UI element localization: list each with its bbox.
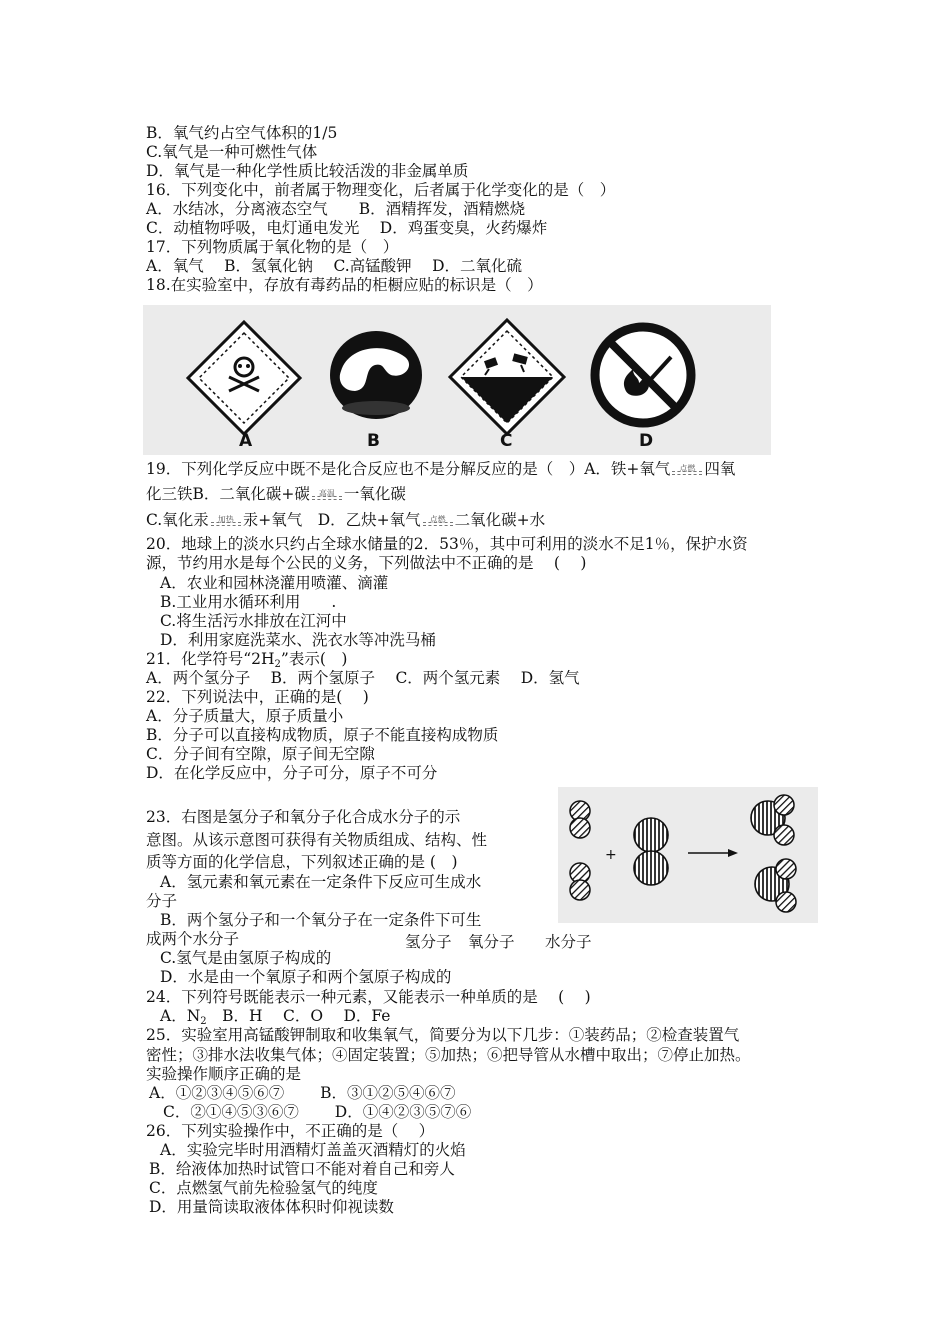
- q23-option-d: D．水是由一个氧原子和两个氢原子构成的: [160, 968, 452, 986]
- toxic-sign-icon: [188, 322, 300, 434]
- caption-water-molecule: 水分子: [545, 933, 592, 951]
- q18-label-b: B: [367, 431, 380, 451]
- q20-option-d: D．利用家庭洗菜水、洗衣水等冲洗马桶: [160, 631, 436, 649]
- q25-options-ab: A．①②③④⑤⑥⑦ B．③①②⑤④⑥⑦: [149, 1084, 456, 1102]
- q15-option-d: D．氧气是一种化学性质比较活泼的非金属单质: [146, 162, 469, 180]
- heat-condition-sign: [209, 511, 243, 530]
- q22-option-c: C．分子间有空隙，原子间无空隙: [146, 745, 375, 763]
- q19-line-3: [146, 511, 545, 530]
- q19-option-c-products: 汞+氧气 D．乙炔+氧气: [242, 511, 421, 529]
- q26-option-a: A．实验完毕时用酒精灯盖盖灭酒精灯的火焰: [160, 1141, 466, 1159]
- high-temp-condition-sign: [310, 485, 344, 504]
- q17-stem: 17．下列物质属于氧化物的是（ ）: [146, 238, 399, 256]
- q19-option-b: 化三铁B．二氧化碳+碳: [146, 485, 310, 503]
- q22-option-a: A．分子质量大，原子质量小: [146, 707, 344, 725]
- q25-stem-1: 25．实验室用高锰酸钾制取和收集氧气，简要分为以下几步：①装药品；②检查装置气: [146, 1026, 740, 1044]
- water-molecule-2-icon: [755, 859, 796, 912]
- q22-option-d: D．在化学反应中，分子可分，原子不可分: [146, 764, 438, 782]
- q20-stem-2: 源，节约用水是每个公民的义务，下列做法中不正确的是 ( ): [146, 554, 587, 572]
- q23-option-a-cont: 分子: [146, 892, 178, 910]
- q18-label-c: C: [500, 431, 513, 451]
- q23-option-b-cont: 成两个水分子: [146, 930, 240, 948]
- q24-stem: 24．下列符号既能表示一种元素，又能表示一种单质的是 ( ): [146, 988, 591, 1006]
- q23-option-b: B．两个氢分子和一个氧分子在一定条件下可生: [160, 911, 482, 929]
- q25-options-cd: C．②①④⑤③⑥⑦ D．①④②③⑤⑦⑥: [163, 1103, 472, 1121]
- q21-subscript: 2: [274, 659, 281, 670]
- q23-stem-1: 23．右图是氢分子和氧分子化合成水分子的示: [146, 808, 461, 826]
- condition-label: 点燃: [429, 515, 446, 524]
- no-fire-sign-icon: [595, 327, 691, 423]
- plus-sign: +: [605, 847, 617, 863]
- q26-stem: 26．下列实验操作中，不正确的是（ ）: [146, 1122, 435, 1140]
- q20-option-b: B.工业用水循环利用 .: [160, 593, 337, 611]
- hazard-signs-svg: [143, 305, 771, 455]
- ignite-condition-sign: [670, 460, 704, 479]
- q19-option-c: C.氧化汞: [146, 511, 209, 529]
- q21-stem-post: ”表示( ): [280, 650, 348, 668]
- q18-stem: 18.在实验室中，存放有毒药品的柜橱应贴的标识是（ ）: [146, 276, 543, 294]
- corrosive-diamond-sign-icon: [450, 320, 564, 434]
- q16-stem: 16．下列变化中，前者属于物理变化，后者属于化学变化的是（ ）: [146, 181, 616, 199]
- q23-stem-3: 质等方面的化学信息，下列叙述正确的是 ( ): [146, 853, 458, 871]
- q18-label-a: A: [239, 431, 253, 451]
- q25-stem-3: 实验操作顺序正确的是: [146, 1065, 302, 1083]
- caption-hydrogen-molecule: 氢分子: [405, 933, 452, 951]
- corrosive-circle-sign-icon: [330, 331, 422, 419]
- q21-options: A．两个氢分子 B．两个氢原子 C．两个氢元素 D．氢气: [146, 669, 580, 687]
- molecule-diagram-svg: [558, 787, 818, 923]
- q24-options-rest: B．H C．O D．Fe: [206, 1007, 391, 1025]
- ignite-condition-sign: [421, 511, 455, 530]
- q26-option-b: B．给液体加热时试管口不能对着自己和旁人: [149, 1160, 455, 1178]
- q25-stem-2: 密性；③排水法收集气体；④固定装置；⑤加热；⑥把导管从水槽中取出；⑦停止加热。: [146, 1046, 751, 1064]
- q19-line-2: [146, 485, 406, 504]
- condition-label: 高温: [318, 489, 335, 498]
- caption-oxygen-molecule: 氧分子: [468, 933, 515, 951]
- water-molecule-1-icon: [751, 795, 794, 845]
- q19-line-1: [146, 460, 735, 479]
- oxygen-molecule-icon: [634, 818, 668, 885]
- condition-label: 加热: [217, 515, 234, 524]
- reaction-arrow-icon: [688, 849, 738, 857]
- condition-label: 点燃: [679, 464, 696, 473]
- q23-stem-2: 意图。从该示意图可获得有关物质组成、结构、性: [146, 831, 488, 849]
- q22-option-b: B．分子可以直接构成物质，原子不能直接构成物质: [146, 726, 499, 744]
- q20-option-c: C.将生活污水排放在江河中: [160, 612, 347, 630]
- q15-option-c: C.氧气是一种可燃性气体: [146, 143, 318, 161]
- q16-options-cd: C．动植物呼吸，电灯通电发光 D．鸡蛋变臭，火药爆炸: [146, 219, 548, 237]
- q19-option-d-products: 二氧化碳+水: [454, 511, 546, 529]
- q22-stem: 22．下列说法中，正确的是( ): [146, 688, 369, 706]
- hydrogen-molecule-1-icon: [570, 801, 590, 838]
- q21-stem-pre: 21．化学符号“2H: [146, 650, 275, 668]
- q20-option-a: A．农业和园林浇灌用喷灌、滴灌: [160, 574, 389, 592]
- q16-options-ab: A．水结冰，分离液态空气 B．酒精挥发，酒精燃烧: [146, 200, 526, 218]
- q19-product-a: 四氧: [704, 460, 736, 478]
- q24-option-a: A．N: [160, 1007, 201, 1025]
- q23-option-a: A．氢元素和氧元素在一定条件下反应可生成水: [160, 873, 482, 891]
- q20-stem-1: 20．地球上的淡水只约占全球水储量的2．53％，其中可利用的淡水不足1％，保护水资: [146, 535, 748, 553]
- q18-hazard-signs-figure: [143, 305, 771, 455]
- q23-molecule-figure: [558, 787, 818, 923]
- q26-option-d: D．用量筒读取液体体积时仰视读数: [149, 1198, 394, 1216]
- q17-options: A．氧气 B．氢氧化钠 C.高锰酸钾 D．二氧化硫: [146, 257, 523, 275]
- q26-option-c: C．点燃氢气前先检验氢气的纯度: [149, 1179, 378, 1197]
- hydrogen-molecule-2-icon: [570, 863, 590, 900]
- q18-label-d: D: [639, 431, 654, 451]
- q19-stem: 19．下列化学反应中既不是化合反应也不是分解反应的是（ ）A．铁+氧气: [146, 460, 671, 478]
- q19-product-b: 一氧化碳: [343, 485, 406, 503]
- q23-option-c: C.氢气是由氢原子构成的: [160, 949, 332, 967]
- q24-subscript: 2: [200, 1016, 207, 1027]
- q15-option-b: B．氧气约占空气体积的1/5: [146, 124, 338, 142]
